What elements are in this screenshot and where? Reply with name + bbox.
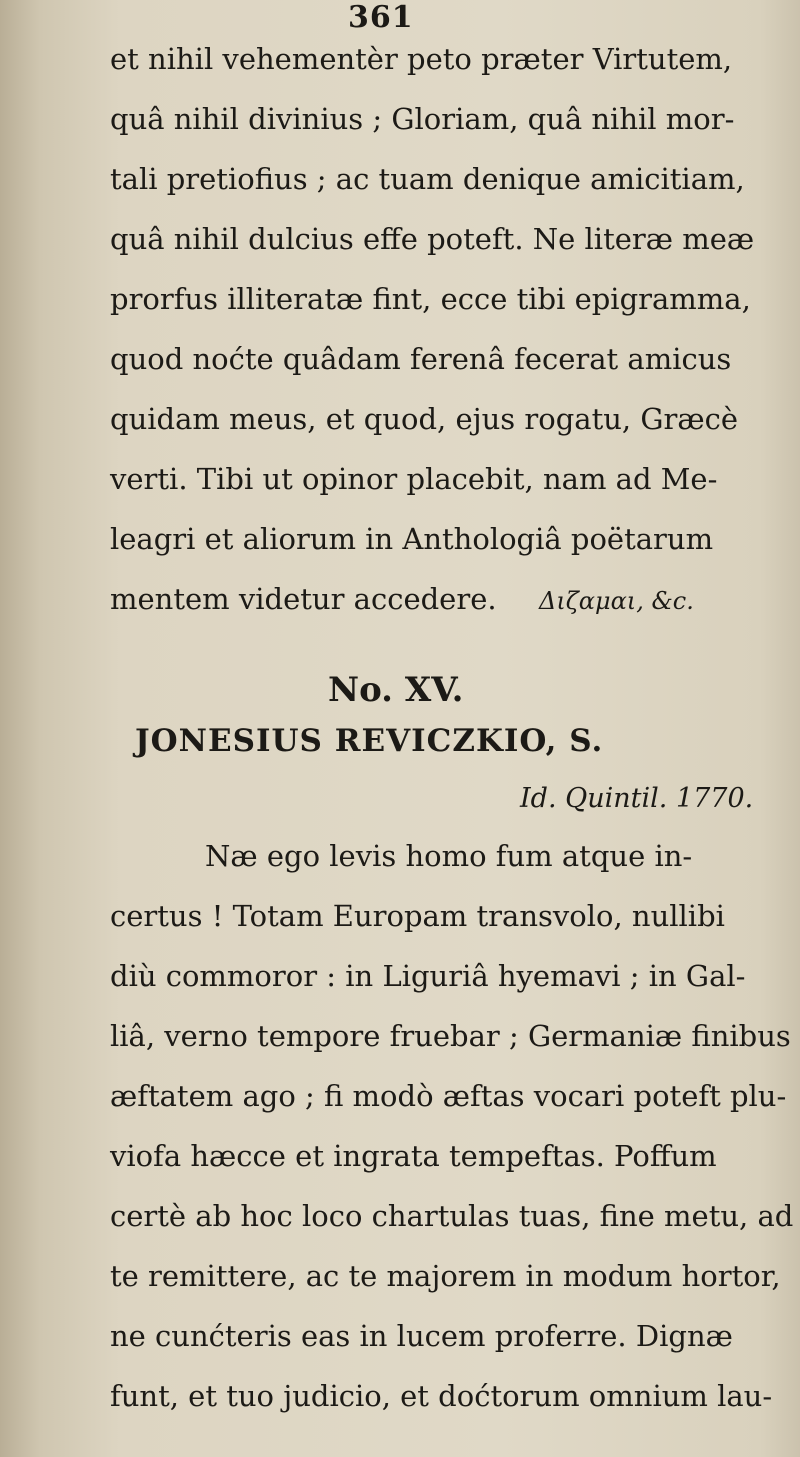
text-line: certus ! Totam Europam transvolo, nullibi [110, 899, 725, 933]
text-line: viofa hæcce et ingrata tempeftas. Poffum [110, 1139, 717, 1173]
page-number: 361 [348, 0, 414, 35]
text-line: æftatem ago ; fi modò æftas vocari poteft plu- [110, 1079, 787, 1113]
text-line-last [110, 581, 694, 619]
text-line: et nihil vehementèr peto præter Virtutem, [110, 42, 733, 76]
letter-number: No. XV. [328, 670, 464, 710]
text-line: Næ ego levis homo fum atque in- [205, 839, 693, 873]
greek-quote: Διζαμαι, &c. [539, 587, 694, 615]
text-line: ne cunćteris eas in lucem proferre. Dignæ [110, 1319, 733, 1353]
text-line: quod noćte quâdam ferenâ fecerat amicus [110, 342, 732, 376]
text-line-last-latin: mentem videtur accedere. [110, 582, 497, 616]
letter-dateline: Id. Quintil. 1770. [520, 783, 754, 814]
text-line: tali pretiofius ; ac tuam denique amicitiam, [110, 162, 745, 196]
text-line: liâ, verno tempore fruebar ; Germaniæ finibus [110, 1019, 791, 1053]
text-line: funt, et tuo judicio, et doćtorum omnium lau- [110, 1379, 773, 1413]
text-line: certè ab hoc loco chartulas tuas, fine metu, ad [110, 1199, 794, 1233]
text-line: diù commoror : in Liguriâ hyemavi ; in Gal- [110, 959, 746, 993]
text-line: te remittere, ac te majorem in modum hortor, [110, 1259, 781, 1293]
text-line: leagri et aliorum in Anthologiâ poëtarum [110, 522, 714, 556]
text-line: prorfus illiteratæ fint, ecce tibi epigramma, [110, 282, 751, 316]
text-line: verti. Tibi ut opinor placebit, nam ad Me- [110, 462, 718, 496]
text-line: quâ nihil divinius ; Gloriam, quâ nihil mor- [110, 102, 735, 136]
text-line: quâ nihil dulcius effe poteft. Ne literæ meæ [110, 222, 755, 256]
letter-addressee: JONESIUS REVICZKIO, S. [135, 723, 604, 759]
text-line: quidam meus, et quod, ejus rogatu, Græcè [110, 402, 739, 436]
